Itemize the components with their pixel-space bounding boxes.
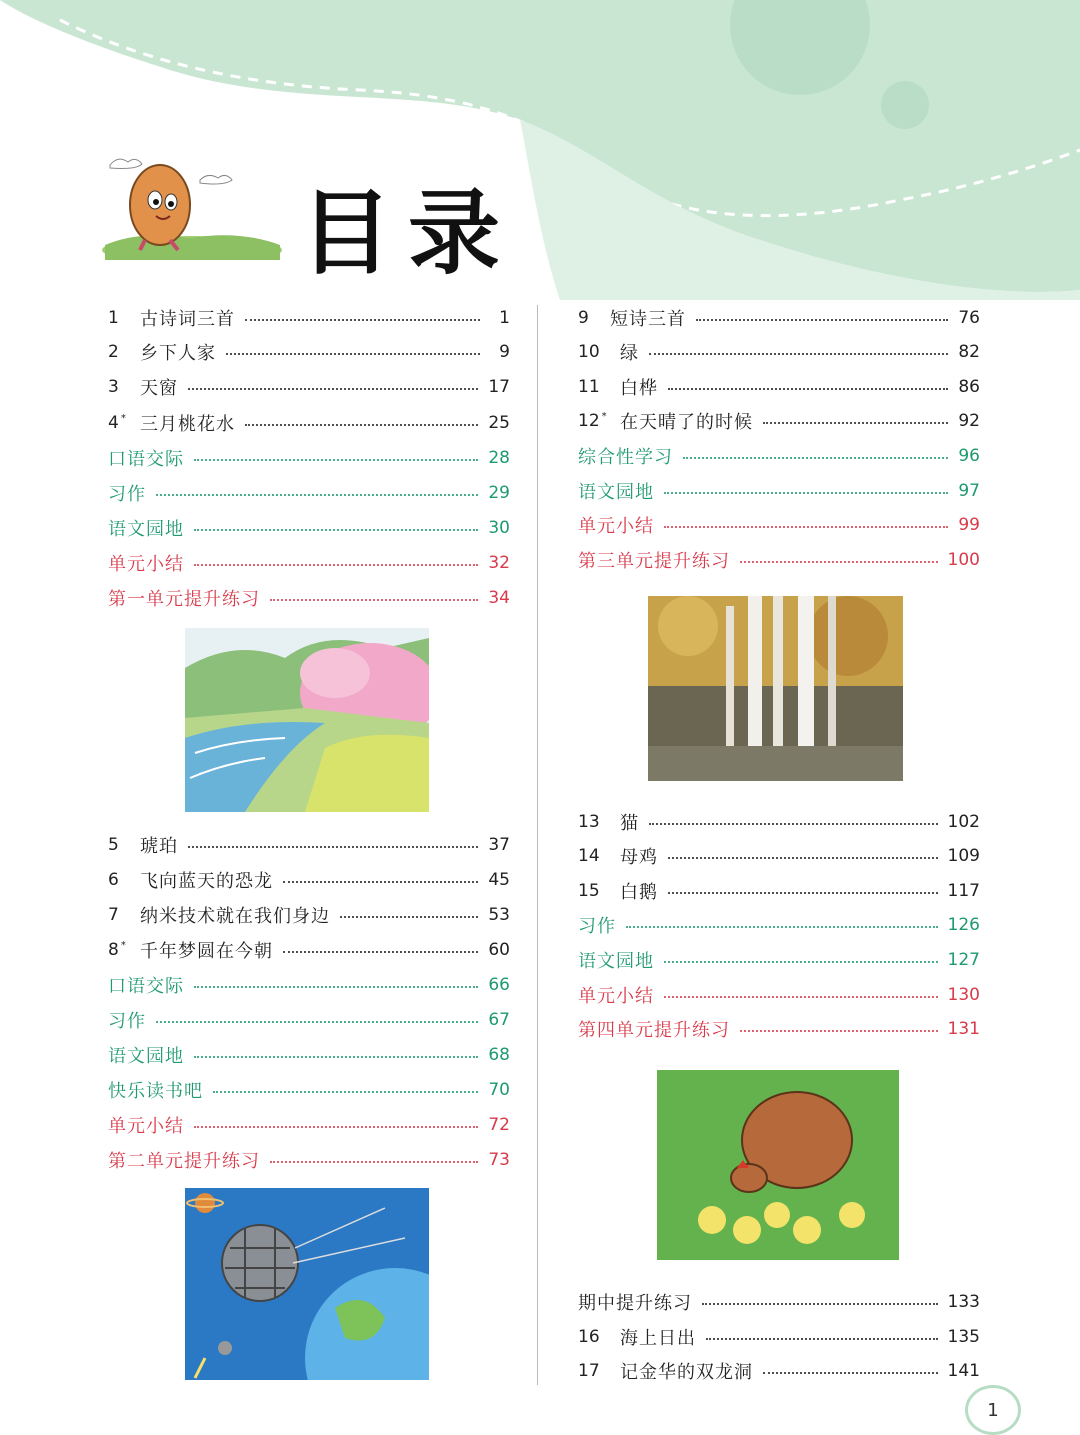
toc-entry[interactable]	[108, 865, 510, 895]
toc-entry-title: 短诗三首	[610, 309, 686, 330]
toc-entry[interactable]	[108, 1040, 510, 1070]
toc-entry-page: 32	[488, 553, 510, 573]
toc-entry-title: 快乐读书吧	[108, 1081, 203, 1102]
toc-entry[interactable]	[578, 441, 980, 471]
toc-entry-page: 117	[947, 881, 980, 901]
toc-entry-title: 单元小结	[578, 516, 654, 537]
toc-entry-title: 白鹅	[620, 882, 658, 903]
toc-entry-title: 口语交际	[108, 976, 184, 997]
hen-and-chicks-illustration	[657, 1070, 899, 1260]
dot-leader	[245, 424, 478, 426]
satellite-space-illustration	[185, 1188, 429, 1380]
dot-leader	[226, 353, 480, 355]
toc-entry-page: 131	[947, 1019, 980, 1039]
toc-entry-page: 99	[958, 515, 980, 535]
toc-entry[interactable]	[578, 303, 980, 333]
toc-entry-page: 130	[947, 985, 980, 1005]
toc-entry[interactable]	[108, 1005, 510, 1035]
toc-entry-page: 100	[947, 550, 980, 570]
toc-entry-number: 4 *	[108, 413, 126, 433]
toc-entry-page: 102	[947, 812, 980, 832]
toc-entry-page: 25	[488, 413, 510, 433]
toc-entry-number: 9	[578, 308, 589, 328]
page-title: 目录	[300, 180, 517, 287]
toc-entry[interactable]	[108, 478, 510, 508]
toc-entry[interactable]	[108, 548, 510, 578]
dot-leader	[340, 916, 478, 918]
toc-entry-title: 飞向蓝天的恐龙	[140, 871, 273, 892]
toc-entry-title: 第二单元提升练习	[108, 1151, 260, 1172]
toc-entry-page: 29	[488, 483, 510, 503]
dot-leader	[763, 1372, 938, 1374]
dot-leader	[668, 857, 938, 859]
toc-entry-page: 70	[488, 1080, 510, 1100]
dot-leader	[649, 823, 938, 825]
toc-entry[interactable]	[108, 900, 510, 930]
toc-entry-page: 82	[958, 342, 980, 362]
toc-entry-page: 68	[488, 1045, 510, 1065]
toc-entry[interactable]	[578, 372, 980, 402]
toc-entry-title: 习作	[578, 916, 616, 937]
toc-entry[interactable]	[108, 935, 510, 965]
toc-entry-number: 12 *	[578, 411, 607, 431]
toc-entry-page: 28	[488, 448, 510, 468]
dot-leader	[696, 319, 948, 321]
toc-entry-number: 15	[578, 881, 600, 901]
toc-entry[interactable]	[108, 1075, 510, 1105]
dot-leader	[270, 599, 478, 601]
toc-entry[interactable]	[578, 945, 980, 975]
dot-leader	[664, 996, 938, 998]
toc-entry[interactable]	[578, 1322, 980, 1352]
toc-entry-page: 9	[499, 342, 510, 362]
toc-entry[interactable]	[578, 1287, 980, 1317]
toc-entry[interactable]	[578, 337, 980, 367]
toc-entry-number: 14	[578, 846, 600, 866]
birch-forest-photo	[648, 596, 903, 781]
page-number-badge: 1	[965, 1385, 1021, 1435]
toc-entry[interactable]	[108, 303, 510, 333]
dot-leader	[740, 561, 938, 563]
toc-entry-number: 11	[578, 377, 600, 397]
toc-entry-title: 三月桃花水	[140, 414, 235, 435]
toc-entry-title: 海上日出	[620, 1328, 696, 1349]
toc-entry-title: 在天晴了的时候	[620, 412, 753, 433]
toc-entry[interactable]	[578, 1014, 980, 1044]
dot-leader	[668, 388, 948, 390]
toc-entry[interactable]	[108, 513, 510, 543]
peach-blossom-river-illustration	[185, 628, 429, 812]
toc-entry[interactable]	[578, 510, 980, 540]
toc-entry[interactable]	[108, 583, 510, 613]
toc-entry-page: 67	[488, 1010, 510, 1030]
toc-entry-title: 第三单元提升练习	[578, 551, 730, 572]
toc-entry[interactable]	[578, 841, 980, 871]
toc-entry-title: 千年梦圆在今朝	[140, 941, 273, 962]
toc-entry-page: 1	[499, 308, 510, 328]
dot-leader	[664, 526, 948, 528]
toc-entry[interactable]	[578, 476, 980, 506]
dot-leader	[683, 457, 948, 459]
dot-leader	[283, 881, 478, 883]
toc-entry-page: 126	[947, 915, 980, 935]
toc-entry-page: 76	[958, 308, 980, 328]
toc-entry-title: 期中提升练习	[578, 1293, 692, 1314]
toc-entry-number: 17	[578, 1361, 600, 1381]
toc-entry-title: 猫	[620, 813, 639, 834]
toc-entry-page: 133	[947, 1292, 980, 1312]
dot-leader	[763, 422, 948, 424]
toc-entry-title: 古诗词三首	[140, 309, 235, 330]
toc-entry-title: 单元小结	[108, 1116, 184, 1137]
toc-entry-number: 13	[578, 812, 600, 832]
toc-entry-number: 10	[578, 342, 600, 362]
dot-leader	[668, 892, 938, 894]
toc-entry-title: 单元小结	[578, 986, 654, 1007]
toc-entry-title: 语文园地	[578, 482, 654, 503]
toc-entry-number: 7	[108, 905, 119, 925]
toc-entry-title: 第一单元提升练习	[108, 589, 260, 610]
toc-entry-page: 72	[488, 1115, 510, 1135]
dot-leader	[626, 926, 938, 928]
toc-entry-title: 口语交际	[108, 449, 184, 470]
dot-leader	[194, 459, 478, 461]
dot-leader	[194, 986, 478, 988]
dot-leader	[664, 961, 938, 963]
dot-leader	[245, 319, 480, 321]
toc-entry-page: 97	[958, 481, 980, 501]
column-divider	[537, 305, 538, 1385]
toc-entry-title: 语文园地	[108, 1046, 184, 1067]
toc-entry-page: 135	[947, 1327, 980, 1347]
toc-entry[interactable]	[108, 830, 510, 860]
toc-entry[interactable]	[578, 807, 980, 837]
toc-entry[interactable]	[578, 980, 980, 1010]
toc-entry[interactable]	[578, 406, 980, 436]
toc-entry-page: 66	[488, 975, 510, 995]
toc-entry[interactable]	[108, 1110, 510, 1140]
toc-entry-title: 综合性学习	[578, 447, 673, 468]
dot-leader	[213, 1091, 478, 1093]
dot-leader	[283, 951, 478, 953]
optional-lesson-star: *	[120, 413, 126, 425]
toc-entry-title: 白桦	[620, 378, 658, 399]
toc-entry-number: 6	[108, 870, 119, 890]
toc-entry[interactable]	[578, 1356, 980, 1386]
toc-entry-title: 乡下人家	[140, 343, 216, 364]
toc-entry[interactable]	[578, 910, 980, 940]
toc-entry-title: 语文园地	[108, 519, 184, 540]
toc-entry-page: 141	[947, 1361, 980, 1381]
optional-lesson-star: *	[120, 940, 126, 952]
toc-entry-title: 天窗	[140, 378, 178, 399]
toc-entry[interactable]	[108, 443, 510, 473]
dot-leader	[649, 353, 948, 355]
toc-entry-title: 记金华的双龙洞	[620, 1362, 753, 1383]
toc-entry-number: 1	[108, 308, 119, 328]
toc-entry-title: 纳米技术就在我们身边	[140, 906, 330, 927]
toc-entry-page: 60	[488, 940, 510, 960]
toc-entry-page: 34	[488, 588, 510, 608]
toc-entry-number: 16	[578, 1327, 600, 1347]
toc-entry-page: 127	[947, 950, 980, 970]
toc-entry-number: 5	[108, 835, 119, 855]
dot-leader	[188, 846, 478, 848]
toc-entry[interactable]	[578, 876, 980, 906]
dot-leader	[706, 1338, 938, 1340]
toc-entry-page: 45	[488, 870, 510, 890]
dot-leader	[702, 1303, 938, 1305]
dot-leader	[194, 529, 478, 531]
toc-entry[interactable]	[108, 970, 510, 1000]
toc-entry-number: 2	[108, 342, 119, 362]
dot-leader	[156, 494, 478, 496]
optional-lesson-star: *	[601, 411, 607, 423]
dot-leader	[194, 1056, 478, 1058]
dot-leader	[188, 388, 478, 390]
toc-entry-page: 86	[958, 377, 980, 397]
potato-mascot-illustration	[100, 150, 285, 260]
toc-entry[interactable]	[108, 408, 510, 438]
toc-entry[interactable]	[108, 1145, 510, 1175]
toc-entry-page: 109	[947, 846, 980, 866]
toc-entry-number: 8 *	[108, 940, 126, 960]
toc-entry-page: 73	[488, 1150, 510, 1170]
toc-entry-page: 53	[488, 905, 510, 925]
toc-entry[interactable]	[108, 372, 510, 402]
toc-entry-number: 3	[108, 377, 119, 397]
toc-entry-title: 习作	[108, 484, 146, 505]
dot-leader	[740, 1030, 938, 1032]
dot-leader	[194, 1126, 478, 1128]
toc-entry-title: 单元小结	[108, 554, 184, 575]
toc-entry-page: 30	[488, 518, 510, 538]
toc-entry-title: 习作	[108, 1011, 146, 1032]
toc-entry-page: 17	[488, 377, 510, 397]
toc-entry-title: 第四单元提升练习	[578, 1020, 730, 1041]
toc-entry-page: 96	[958, 446, 980, 466]
dot-leader	[664, 492, 948, 494]
dot-leader	[194, 564, 478, 566]
toc-entry[interactable]	[578, 545, 980, 575]
toc-entry-title: 语文园地	[578, 951, 654, 972]
toc-entry[interactable]	[108, 337, 510, 367]
dot-leader	[270, 1161, 478, 1163]
toc-entry-page: 37	[488, 835, 510, 855]
toc-entry-title: 母鸡	[620, 847, 658, 868]
toc-entry-title: 琥珀	[140, 836, 178, 857]
dot-leader	[156, 1021, 478, 1023]
toc-entry-title: 绿	[620, 343, 639, 364]
toc-entry-page: 92	[958, 411, 980, 431]
